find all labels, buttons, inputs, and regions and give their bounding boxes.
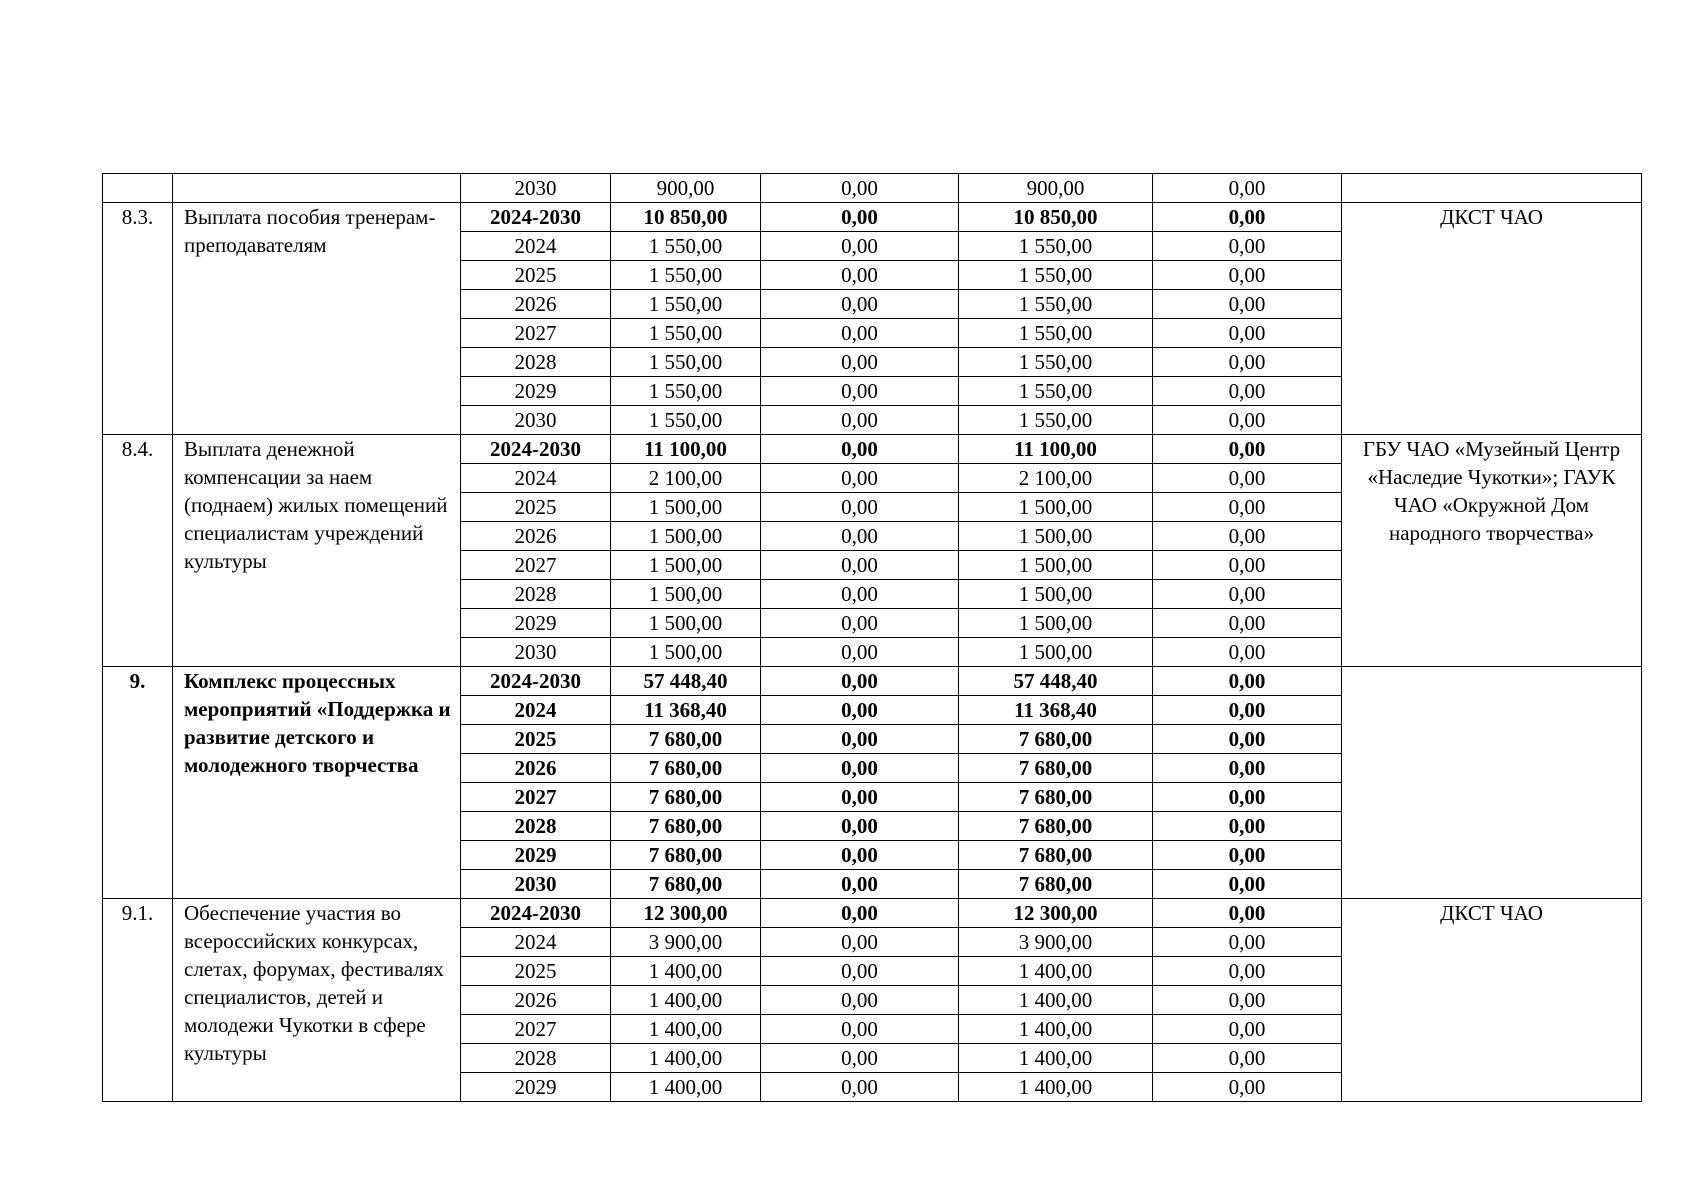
total-cell: 1 400,00 <box>611 1015 761 1044</box>
executor-cell: ДКСТ ЧАО <box>1342 203 1642 435</box>
regional-budget-cell: 1 550,00 <box>959 348 1153 377</box>
other-sources-cell: 0,00 <box>1153 522 1342 551</box>
other-sources-cell: 0,00 <box>1153 667 1342 696</box>
total-cell: 7 680,00 <box>611 812 761 841</box>
total-cell: 1 500,00 <box>611 638 761 667</box>
regional-budget-cell: 1 400,00 <box>959 1044 1153 1073</box>
federal-budget-cell: 0,00 <box>761 522 959 551</box>
other-sources-cell: 0,00 <box>1153 725 1342 754</box>
regional-budget-cell: 57 448,40 <box>959 667 1153 696</box>
regional-budget-cell: 1 400,00 <box>959 957 1153 986</box>
year-cell: 2024-2030 <box>461 435 611 464</box>
other-sources-cell: 0,00 <box>1153 812 1342 841</box>
year-cell: 2029 <box>461 609 611 638</box>
federal-budget-cell: 0,00 <box>761 203 959 232</box>
executor-cell: ГБУ ЧАО «Музейный Центр «Наследие Чукотки»; ГАУК ЧАО «Окружной Дом народного творчества» <box>1342 435 1642 667</box>
year-cell: 2025 <box>461 957 611 986</box>
total-cell: 1 500,00 <box>611 609 761 638</box>
year-cell: 2027 <box>461 319 611 348</box>
table-row <box>103 899 1642 928</box>
year-cell: 2030 <box>461 174 611 203</box>
federal-budget-cell: 0,00 <box>761 493 959 522</box>
regional-budget-cell: 10 850,00 <box>959 203 1153 232</box>
number-cell: 8.3. <box>103 203 173 435</box>
federal-budget-cell: 0,00 <box>761 551 959 580</box>
executor-cell <box>1342 174 1642 203</box>
executor-cell <box>1342 667 1642 899</box>
year-cell: 2026 <box>461 290 611 319</box>
other-sources-cell: 0,00 <box>1153 899 1342 928</box>
federal-budget-cell: 0,00 <box>761 290 959 319</box>
table-row <box>103 435 1642 464</box>
total-cell: 2 100,00 <box>611 464 761 493</box>
other-sources-cell: 0,00 <box>1153 319 1342 348</box>
total-cell: 1 400,00 <box>611 986 761 1015</box>
executor-cell: ДКСТ ЧАО <box>1342 899 1642 1102</box>
year-cell: 2029 <box>461 841 611 870</box>
regional-budget-cell: 1 500,00 <box>959 580 1153 609</box>
federal-budget-cell: 0,00 <box>761 261 959 290</box>
other-sources-cell: 0,00 <box>1153 696 1342 725</box>
other-sources-cell: 0,00 <box>1153 1015 1342 1044</box>
total-cell: 1 550,00 <box>611 348 761 377</box>
federal-budget-cell: 0,00 <box>761 928 959 957</box>
federal-budget-cell: 0,00 <box>761 754 959 783</box>
year-cell: 2024 <box>461 232 611 261</box>
total-cell: 12 300,00 <box>611 899 761 928</box>
regional-budget-cell: 1 550,00 <box>959 319 1153 348</box>
year-cell: 2028 <box>461 348 611 377</box>
year-cell: 2027 <box>461 783 611 812</box>
federal-budget-cell: 0,00 <box>761 609 959 638</box>
total-cell: 1 550,00 <box>611 232 761 261</box>
other-sources-cell: 0,00 <box>1153 406 1342 435</box>
other-sources-cell: 0,00 <box>1153 957 1342 986</box>
regional-budget-cell: 1 500,00 <box>959 638 1153 667</box>
total-cell: 7 680,00 <box>611 870 761 899</box>
name-cell: Выплата пособия тренерам-преподавателям <box>173 203 461 435</box>
year-cell: 2028 <box>461 812 611 841</box>
table-row <box>103 667 1642 696</box>
total-cell: 1 400,00 <box>611 1044 761 1073</box>
regional-budget-cell: 7 680,00 <box>959 754 1153 783</box>
budget-table-body <box>103 174 1642 1102</box>
year-cell: 2030 <box>461 638 611 667</box>
total-cell: 1 550,00 <box>611 406 761 435</box>
other-sources-cell: 0,00 <box>1153 754 1342 783</box>
other-sources-cell: 0,00 <box>1153 435 1342 464</box>
total-cell: 1 550,00 <box>611 290 761 319</box>
total-cell: 1 500,00 <box>611 551 761 580</box>
regional-budget-cell: 1 500,00 <box>959 609 1153 638</box>
total-cell: 1 550,00 <box>611 319 761 348</box>
budget-table <box>102 173 1642 1102</box>
federal-budget-cell: 0,00 <box>761 435 959 464</box>
other-sources-cell: 0,00 <box>1153 580 1342 609</box>
total-cell: 7 680,00 <box>611 725 761 754</box>
regional-budget-cell: 1 550,00 <box>959 406 1153 435</box>
year-cell: 2026 <box>461 986 611 1015</box>
other-sources-cell: 0,00 <box>1153 464 1342 493</box>
total-cell: 11 368,40 <box>611 696 761 725</box>
year-cell: 2030 <box>461 406 611 435</box>
federal-budget-cell: 0,00 <box>761 377 959 406</box>
year-cell: 2029 <box>461 377 611 406</box>
name-cell: Обеспечение участия во всероссийских конкурсах, слетах, форумах, фестивалях специалистов, детей и молодежи Чукотки в сфере культуры <box>173 899 461 1102</box>
other-sources-cell: 0,00 <box>1153 377 1342 406</box>
total-cell: 3 900,00 <box>611 928 761 957</box>
other-sources-cell: 0,00 <box>1153 174 1342 203</box>
number-cell: 9. <box>103 667 173 899</box>
federal-budget-cell: 0,00 <box>761 696 959 725</box>
total-cell: 1 550,00 <box>611 261 761 290</box>
other-sources-cell: 0,00 <box>1153 261 1342 290</box>
federal-budget-cell: 0,00 <box>761 667 959 696</box>
year-cell: 2027 <box>461 551 611 580</box>
federal-budget-cell: 0,00 <box>761 174 959 203</box>
regional-budget-cell: 11 368,40 <box>959 696 1153 725</box>
year-cell: 2027 <box>461 1015 611 1044</box>
total-cell: 7 680,00 <box>611 754 761 783</box>
federal-budget-cell: 0,00 <box>761 1073 959 1102</box>
regional-budget-cell: 7 680,00 <box>959 812 1153 841</box>
total-cell: 1 400,00 <box>611 957 761 986</box>
federal-budget-cell: 0,00 <box>761 841 959 870</box>
year-cell: 2024 <box>461 928 611 957</box>
regional-budget-cell: 1 500,00 <box>959 551 1153 580</box>
other-sources-cell: 0,00 <box>1153 348 1342 377</box>
federal-budget-cell: 0,00 <box>761 1015 959 1044</box>
other-sources-cell: 0,00 <box>1153 551 1342 580</box>
year-cell: 2024-2030 <box>461 203 611 232</box>
total-cell: 1 500,00 <box>611 493 761 522</box>
regional-budget-cell: 900,00 <box>959 174 1153 203</box>
regional-budget-cell: 7 680,00 <box>959 870 1153 899</box>
name-cell: Выплата денежной компенсации за наем (поднаем) жилых помещений специалистам учреждений культуры <box>173 435 461 667</box>
other-sources-cell: 0,00 <box>1153 928 1342 957</box>
year-cell: 2026 <box>461 522 611 551</box>
regional-budget-cell: 1 550,00 <box>959 232 1153 261</box>
federal-budget-cell: 0,00 <box>761 870 959 899</box>
other-sources-cell: 0,00 <box>1153 493 1342 522</box>
year-cell: 2029 <box>461 1073 611 1102</box>
year-cell: 2024-2030 <box>461 667 611 696</box>
total-cell: 7 680,00 <box>611 841 761 870</box>
other-sources-cell: 0,00 <box>1153 203 1342 232</box>
year-cell: 2024 <box>461 464 611 493</box>
total-cell: 57 448,40 <box>611 667 761 696</box>
federal-budget-cell: 0,00 <box>761 580 959 609</box>
year-cell: 2025 <box>461 725 611 754</box>
regional-budget-cell: 7 680,00 <box>959 783 1153 812</box>
year-cell: 2030 <box>461 870 611 899</box>
federal-budget-cell: 0,00 <box>761 986 959 1015</box>
year-cell: 2028 <box>461 580 611 609</box>
other-sources-cell: 0,00 <box>1153 609 1342 638</box>
federal-budget-cell: 0,00 <box>761 464 959 493</box>
other-sources-cell: 0,00 <box>1153 986 1342 1015</box>
total-cell: 1 500,00 <box>611 580 761 609</box>
table-row <box>103 203 1642 232</box>
other-sources-cell: 0,00 <box>1153 1044 1342 1073</box>
other-sources-cell: 0,00 <box>1153 1073 1342 1102</box>
federal-budget-cell: 0,00 <box>761 725 959 754</box>
federal-budget-cell: 0,00 <box>761 783 959 812</box>
total-cell: 900,00 <box>611 174 761 203</box>
regional-budget-cell: 1 400,00 <box>959 1073 1153 1102</box>
federal-budget-cell: 0,00 <box>761 899 959 928</box>
federal-budget-cell: 0,00 <box>761 406 959 435</box>
regional-budget-cell: 1 400,00 <box>959 986 1153 1015</box>
other-sources-cell: 0,00 <box>1153 232 1342 261</box>
other-sources-cell: 0,00 <box>1153 841 1342 870</box>
federal-budget-cell: 0,00 <box>761 957 959 986</box>
regional-budget-cell: 1 550,00 <box>959 290 1153 319</box>
table-row <box>103 174 1642 203</box>
regional-budget-cell: 12 300,00 <box>959 899 1153 928</box>
regional-budget-cell: 1 500,00 <box>959 493 1153 522</box>
other-sources-cell: 0,00 <box>1153 783 1342 812</box>
federal-budget-cell: 0,00 <box>761 348 959 377</box>
year-cell: 2024 <box>461 696 611 725</box>
total-cell: 1 500,00 <box>611 522 761 551</box>
other-sources-cell: 0,00 <box>1153 290 1342 319</box>
regional-budget-cell: 7 680,00 <box>959 841 1153 870</box>
other-sources-cell: 0,00 <box>1153 638 1342 667</box>
year-cell: 2025 <box>461 493 611 522</box>
regional-budget-cell: 3 900,00 <box>959 928 1153 957</box>
total-cell: 10 850,00 <box>611 203 761 232</box>
regional-budget-cell: 1 550,00 <box>959 377 1153 406</box>
federal-budget-cell: 0,00 <box>761 1044 959 1073</box>
number-cell <box>103 174 173 203</box>
year-cell: 2024-2030 <box>461 899 611 928</box>
number-cell: 9.1. <box>103 899 173 1102</box>
regional-budget-cell: 7 680,00 <box>959 725 1153 754</box>
regional-budget-cell: 11 100,00 <box>959 435 1153 464</box>
federal-budget-cell: 0,00 <box>761 638 959 667</box>
regional-budget-cell: 2 100,00 <box>959 464 1153 493</box>
number-cell: 8.4. <box>103 435 173 667</box>
regional-budget-cell: 1 500,00 <box>959 522 1153 551</box>
federal-budget-cell: 0,00 <box>761 232 959 261</box>
year-cell: 2026 <box>461 754 611 783</box>
name-cell: Комплекс процессных мероприятий «Поддержка и развитие детского и молодежного творчества <box>173 667 461 899</box>
total-cell: 1 400,00 <box>611 1073 761 1102</box>
regional-budget-cell: 1 550,00 <box>959 261 1153 290</box>
total-cell: 7 680,00 <box>611 783 761 812</box>
year-cell: 2028 <box>461 1044 611 1073</box>
total-cell: 11 100,00 <box>611 435 761 464</box>
regional-budget-cell: 1 400,00 <box>959 1015 1153 1044</box>
federal-budget-cell: 0,00 <box>761 319 959 348</box>
federal-budget-cell: 0,00 <box>761 812 959 841</box>
name-cell <box>173 174 461 203</box>
year-cell: 2025 <box>461 261 611 290</box>
other-sources-cell: 0,00 <box>1153 870 1342 899</box>
total-cell: 1 550,00 <box>611 377 761 406</box>
